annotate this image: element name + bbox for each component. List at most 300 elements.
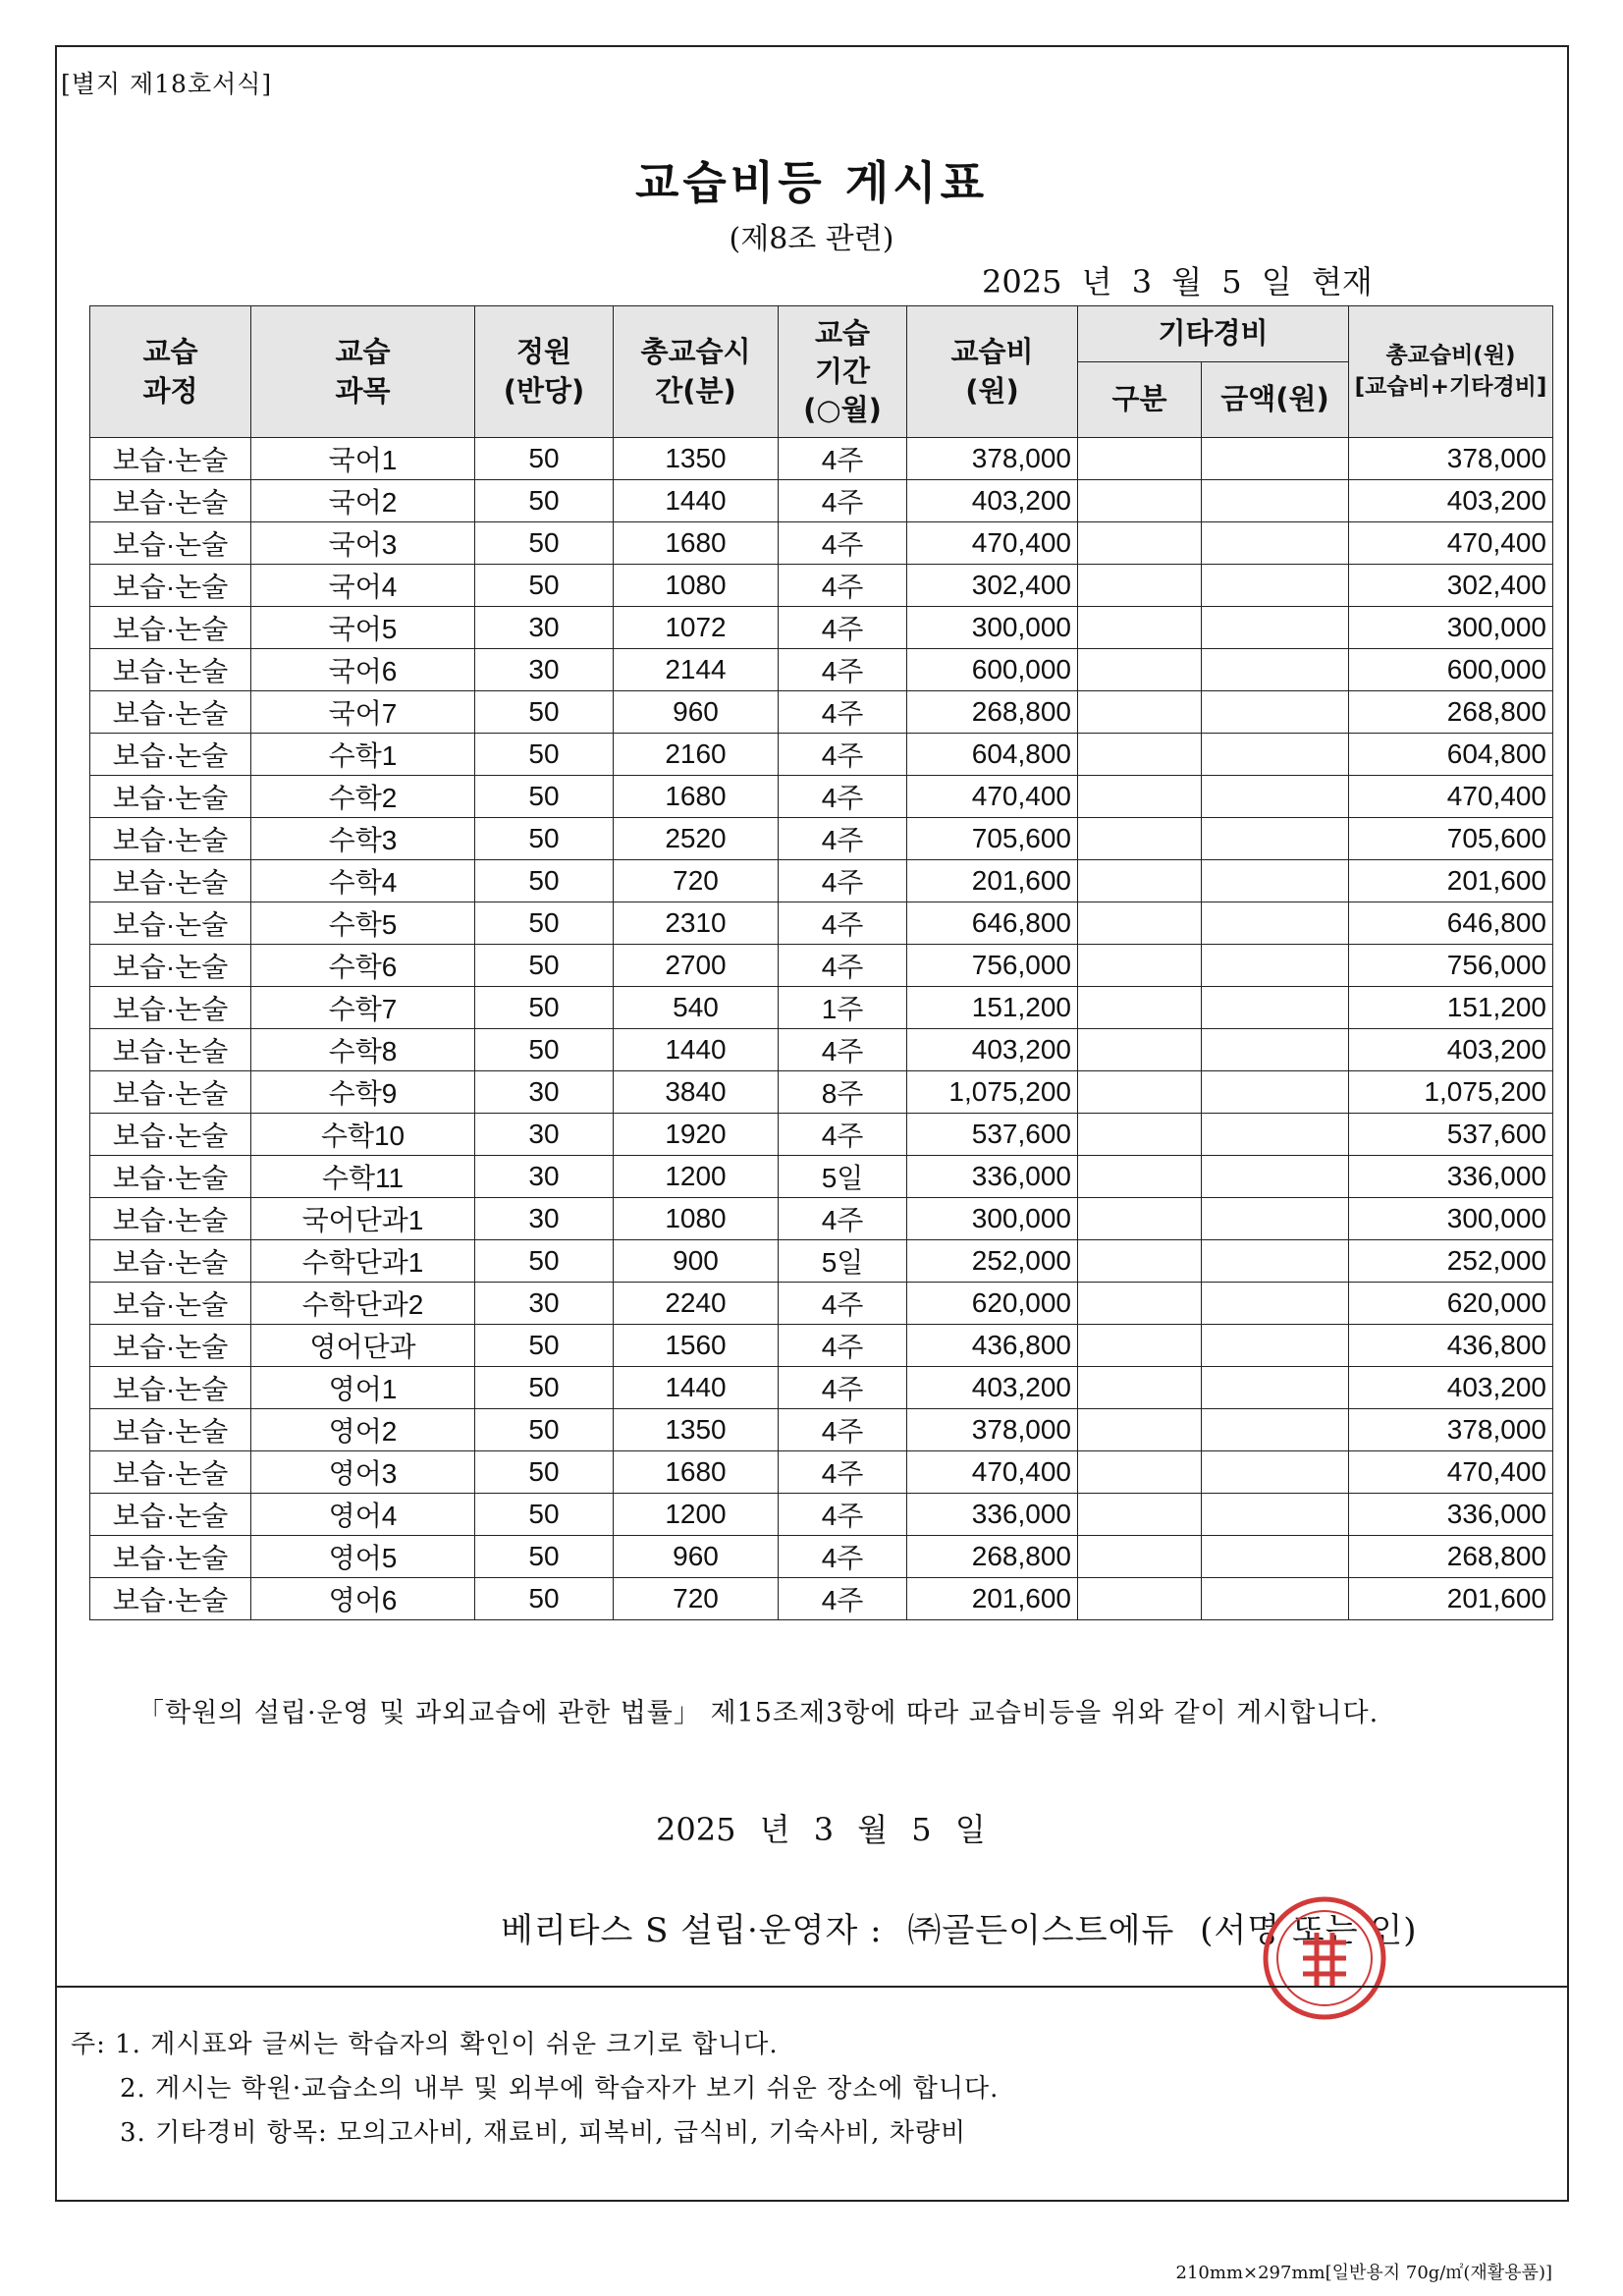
table-row <box>90 649 1553 691</box>
cell-period: 4주 <box>779 1283 907 1325</box>
cell-capacity: 30 <box>475 1114 614 1156</box>
cell-other-kind <box>1078 480 1202 522</box>
cell-period: 4주 <box>779 1367 907 1409</box>
cell-other-kind <box>1078 522 1202 565</box>
cell-tuition: 470,400 <box>907 1451 1078 1494</box>
cell-period: 4주 <box>779 1114 907 1156</box>
cell-tuition: 600,000 <box>907 649 1078 691</box>
cell-total-minutes: 2520 <box>614 818 779 860</box>
cell-period: 4주 <box>779 691 907 734</box>
signature-placeholder: (서명 또는 인) <box>1200 1911 1418 1950</box>
cell-subject: 국어2 <box>251 480 475 522</box>
cell-capacity: 50 <box>475 1409 614 1451</box>
cell-tuition: 302,400 <box>907 565 1078 607</box>
cell-other-kind <box>1078 1114 1202 1156</box>
cell-other-amount <box>1202 1198 1349 1240</box>
cell-course: 보습·논술 <box>90 1114 251 1156</box>
cell-other-kind <box>1078 1325 1202 1367</box>
cell-period: 4주 <box>779 649 907 691</box>
cell-other-kind <box>1078 945 1202 987</box>
cell-tuition: 756,000 <box>907 945 1078 987</box>
cell-tuition: 470,400 <box>907 776 1078 818</box>
table-row <box>90 1114 1553 1156</box>
cell-period: 4주 <box>779 860 907 902</box>
cell-subject: 영어3 <box>251 1451 475 1494</box>
cell-total-fee: 336,000 <box>1349 1156 1553 1198</box>
note-2: 2. 게시는 학원·교습소의 내부 및 외부에 학습자가 보기 쉬운 장소에 합니다. <box>120 2074 1000 2104</box>
as-of-date: 2025 년 3 월 5 일 현재 <box>982 263 1373 301</box>
cell-period: 4주 <box>779 1325 907 1367</box>
table-row <box>90 565 1553 607</box>
cell-period: 4주 <box>779 522 907 565</box>
cell-total-fee: 201,600 <box>1349 860 1553 902</box>
cell-other-amount <box>1202 522 1349 565</box>
cell-other-amount <box>1202 1114 1349 1156</box>
cell-course: 보습·논술 <box>90 1409 251 1451</box>
table-row <box>90 1283 1553 1325</box>
cell-total-fee: 252,000 <box>1349 1240 1553 1283</box>
cell-period: 4주 <box>779 1578 907 1620</box>
cell-other-amount <box>1202 1156 1349 1198</box>
cell-total-minutes: 2240 <box>614 1283 779 1325</box>
cell-capacity: 30 <box>475 1283 614 1325</box>
cell-subject: 영어4 <box>251 1494 475 1536</box>
cell-total-minutes: 720 <box>614 860 779 902</box>
seal-icon <box>1260 1893 1389 2023</box>
cell-tuition: 403,200 <box>907 1367 1078 1409</box>
cell-other-amount <box>1202 1451 1349 1494</box>
cell-other-amount <box>1202 734 1349 776</box>
cell-tuition: 268,800 <box>907 691 1078 734</box>
cell-period: 4주 <box>779 818 907 860</box>
cell-course: 보습·논술 <box>90 522 251 565</box>
cell-total-fee: 537,600 <box>1349 1114 1553 1156</box>
cell-subject: 수학3 <box>251 818 475 860</box>
cell-other-kind <box>1078 1494 1202 1536</box>
cell-other-kind <box>1078 565 1202 607</box>
cell-tuition: 201,600 <box>907 1578 1078 1620</box>
cell-subject: 국어4 <box>251 565 475 607</box>
table-row <box>90 691 1553 734</box>
cell-tuition: 403,200 <box>907 480 1078 522</box>
cell-total-fee: 300,000 <box>1349 1198 1553 1240</box>
cell-tuition: 336,000 <box>907 1156 1078 1198</box>
cell-total-fee: 268,800 <box>1349 1536 1553 1578</box>
cell-course: 보습·논술 <box>90 1198 251 1240</box>
cell-tuition: 470,400 <box>907 522 1078 565</box>
cell-other-kind <box>1078 607 1202 649</box>
cell-tuition: 201,600 <box>907 860 1078 902</box>
table-row <box>90 818 1553 860</box>
table-row <box>90 1198 1553 1240</box>
cell-course: 보습·논술 <box>90 1494 251 1536</box>
cell-other-amount <box>1202 902 1349 945</box>
cell-other-amount <box>1202 1409 1349 1451</box>
cell-subject: 수학5 <box>251 902 475 945</box>
cell-subject: 국어1 <box>251 438 475 480</box>
cell-other-kind <box>1078 1451 1202 1494</box>
cell-total-minutes: 1440 <box>614 1029 779 1071</box>
cell-total-fee: 378,000 <box>1349 438 1553 480</box>
cell-capacity: 50 <box>475 860 614 902</box>
cell-total-fee: 756,000 <box>1349 945 1553 987</box>
cell-course: 보습·논술 <box>90 818 251 860</box>
cell-other-amount <box>1202 987 1349 1029</box>
cell-course: 보습·논술 <box>90 1536 251 1578</box>
cell-course: 보습·논술 <box>90 860 251 902</box>
cell-total-minutes: 1440 <box>614 1367 779 1409</box>
header-subject: 교습 과목 <box>251 306 475 438</box>
header-total-fee: 총교습비(원) [교습비+기타경비] <box>1349 306 1553 438</box>
cell-tuition: 620,000 <box>907 1283 1078 1325</box>
cell-tuition: 336,000 <box>907 1494 1078 1536</box>
document-subtitle: (제8조 관련) <box>729 222 894 256</box>
cell-course: 보습·논술 <box>90 945 251 987</box>
cell-capacity: 50 <box>475 1367 614 1409</box>
cell-total-minutes: 540 <box>614 987 779 1029</box>
note-3: 3. 기타경비 항목: 모의고사비, 재료비, 피복비, 급식비, 기숙사비, 차량비 <box>120 2118 967 2148</box>
table-row <box>90 1578 1553 1620</box>
cell-total-minutes: 960 <box>614 1536 779 1578</box>
cell-subject: 영어2 <box>251 1409 475 1451</box>
cell-course: 보습·논술 <box>90 480 251 522</box>
cell-total-fee: 151,200 <box>1349 987 1553 1029</box>
cell-period: 4주 <box>779 607 907 649</box>
cell-tuition: 604,800 <box>907 734 1078 776</box>
cell-course: 보습·논술 <box>90 1029 251 1071</box>
table-row <box>90 1536 1553 1578</box>
table-row <box>90 1494 1553 1536</box>
table-row <box>90 1071 1553 1114</box>
header-course: 교습 과정 <box>90 306 251 438</box>
cell-subject: 국어5 <box>251 607 475 649</box>
cell-subject: 수학단과2 <box>251 1283 475 1325</box>
cell-total-minutes: 1080 <box>614 1198 779 1240</box>
cell-total-fee: 620,000 <box>1349 1283 1553 1325</box>
cell-capacity: 50 <box>475 818 614 860</box>
cell-capacity: 50 <box>475 438 614 480</box>
cell-subject: 국어6 <box>251 649 475 691</box>
cell-total-minutes: 1072 <box>614 607 779 649</box>
cell-other-kind <box>1078 860 1202 902</box>
cell-capacity: 50 <box>475 1578 614 1620</box>
cell-period: 4주 <box>779 1029 907 1071</box>
cell-total-minutes: 1080 <box>614 565 779 607</box>
cell-other-amount <box>1202 649 1349 691</box>
cell-period: 5일 <box>779 1240 907 1283</box>
cell-subject: 수학11 <box>251 1156 475 1198</box>
table-row <box>90 734 1553 776</box>
cell-capacity: 50 <box>475 1325 614 1367</box>
cell-period: 4주 <box>779 1198 907 1240</box>
cell-course: 보습·논술 <box>90 691 251 734</box>
cell-other-kind <box>1078 1409 1202 1451</box>
posting-date: 2025 년 3 월 5 일 <box>656 1811 986 1848</box>
cell-capacity: 30 <box>475 1071 614 1114</box>
table-row <box>90 607 1553 649</box>
cell-total-fee: 378,000 <box>1349 1409 1553 1451</box>
header-period: 교습 기간 (○월) <box>779 306 907 438</box>
cell-tuition: 646,800 <box>907 902 1078 945</box>
cell-total-minutes: 1680 <box>614 776 779 818</box>
cell-other-kind <box>1078 1198 1202 1240</box>
cell-period: 8주 <box>779 1071 907 1114</box>
note-1: 주: 1. 게시표와 글씨는 학습자의 확인이 쉬운 크기로 합니다. <box>71 2030 779 2059</box>
cell-total-fee: 470,400 <box>1349 776 1553 818</box>
cell-total-minutes: 2160 <box>614 734 779 776</box>
cell-other-kind <box>1078 1578 1202 1620</box>
cell-other-amount <box>1202 945 1349 987</box>
cell-subject: 영어1 <box>251 1367 475 1409</box>
cell-other-kind <box>1078 987 1202 1029</box>
form-label: [별지 제18호서식] <box>61 70 273 98</box>
table-row <box>90 776 1553 818</box>
cell-subject: 수학4 <box>251 860 475 902</box>
cell-total-fee: 600,000 <box>1349 649 1553 691</box>
cell-period: 1주 <box>779 987 907 1029</box>
cell-period: 4주 <box>779 1494 907 1536</box>
cell-other-amount <box>1202 1240 1349 1283</box>
cell-total-minutes: 1560 <box>614 1325 779 1367</box>
cell-period: 4주 <box>779 480 907 522</box>
cell-tuition: 537,600 <box>907 1114 1078 1156</box>
cell-other-kind <box>1078 776 1202 818</box>
cell-tuition: 436,800 <box>907 1325 1078 1367</box>
cell-other-amount <box>1202 565 1349 607</box>
cell-total-minutes: 900 <box>614 1240 779 1283</box>
cell-total-fee: 300,000 <box>1349 607 1553 649</box>
cell-tuition: 705,600 <box>907 818 1078 860</box>
cell-course: 보습·논술 <box>90 438 251 480</box>
cell-other-amount <box>1202 1071 1349 1114</box>
table-row <box>90 987 1553 1029</box>
cell-other-kind <box>1078 438 1202 480</box>
cell-total-minutes: 1350 <box>614 438 779 480</box>
cell-subject: 국어단과1 <box>251 1198 475 1240</box>
header-other-kind: 구분 <box>1078 362 1202 438</box>
cell-subject: 수학1 <box>251 734 475 776</box>
cell-course: 보습·논술 <box>90 1367 251 1409</box>
signer-label: 베리타스 S 설립·운영자 : <box>501 1911 883 1950</box>
cell-subject: 수학2 <box>251 776 475 818</box>
cell-period: 4주 <box>779 1409 907 1451</box>
cell-period: 4주 <box>779 945 907 987</box>
cell-total-fee: 403,200 <box>1349 480 1553 522</box>
table-row <box>90 480 1553 522</box>
cell-other-kind <box>1078 1283 1202 1325</box>
document-title: 교습비등 게시표 <box>634 156 989 209</box>
cell-other-amount <box>1202 1536 1349 1578</box>
cell-tuition: 378,000 <box>907 438 1078 480</box>
cell-total-fee: 268,800 <box>1349 691 1553 734</box>
cell-capacity: 50 <box>475 522 614 565</box>
cell-period: 4주 <box>779 734 907 776</box>
table-row <box>90 1240 1553 1283</box>
cell-other-kind <box>1078 818 1202 860</box>
cell-total-fee: 1,075,200 <box>1349 1071 1553 1114</box>
table-row <box>90 438 1553 480</box>
cell-total-fee: 470,400 <box>1349 1451 1553 1494</box>
cell-course: 보습·논술 <box>90 1156 251 1198</box>
table-row <box>90 902 1553 945</box>
fee-table <box>89 305 1553 1620</box>
cell-other-kind <box>1078 1071 1202 1114</box>
cell-capacity: 50 <box>475 1029 614 1071</box>
cell-tuition: 300,000 <box>907 607 1078 649</box>
cell-course: 보습·논술 <box>90 1071 251 1114</box>
cell-capacity: 50 <box>475 945 614 987</box>
cell-subject: 수학7 <box>251 987 475 1029</box>
cell-other-amount <box>1202 1325 1349 1367</box>
cell-period: 5일 <box>779 1156 907 1198</box>
cell-subject: 영어6 <box>251 1578 475 1620</box>
cell-period: 4주 <box>779 438 907 480</box>
cell-subject: 수학단과1 <box>251 1240 475 1283</box>
cell-other-amount <box>1202 1283 1349 1325</box>
cell-capacity: 50 <box>475 691 614 734</box>
cell-total-minutes: 2700 <box>614 945 779 987</box>
cell-course: 보습·논술 <box>90 1283 251 1325</box>
cell-subject: 영어단과 <box>251 1325 475 1367</box>
cell-course: 보습·논술 <box>90 607 251 649</box>
cell-total-minutes: 1350 <box>614 1409 779 1451</box>
cell-total-fee: 403,200 <box>1349 1029 1553 1071</box>
cell-other-kind <box>1078 1367 1202 1409</box>
cell-subject: 수학9 <box>251 1071 475 1114</box>
cell-course: 보습·논술 <box>90 1325 251 1367</box>
cell-other-kind <box>1078 1029 1202 1071</box>
cell-subject: 수학10 <box>251 1114 475 1156</box>
table-row <box>90 860 1553 902</box>
header-other-amount: 금액(원) <box>1202 362 1349 438</box>
cell-total-minutes: 1200 <box>614 1156 779 1198</box>
notes <box>71 2023 999 2156</box>
cell-capacity: 50 <box>475 1451 614 1494</box>
header-capacity: 정원 (반당) <box>475 306 614 438</box>
table-row <box>90 1451 1553 1494</box>
cell-course: 보습·논술 <box>90 902 251 945</box>
legal-statement: 「학원의 설립·운영 및 과외교습에 관한 법률」 제15조제3항에 따라 교습비등을 위와 같이 게시합니다. <box>137 1698 1380 1728</box>
cell-period: 4주 <box>779 902 907 945</box>
cell-tuition: 403,200 <box>907 1029 1078 1071</box>
cell-other-amount <box>1202 607 1349 649</box>
cell-other-amount <box>1202 438 1349 480</box>
cell-capacity: 30 <box>475 1156 614 1198</box>
table-row <box>90 1029 1553 1071</box>
header-total-minutes: 총교습시 간(분) <box>614 306 779 438</box>
cell-other-kind <box>1078 649 1202 691</box>
cell-tuition: 252,000 <box>907 1240 1078 1283</box>
cell-capacity: 50 <box>475 1494 614 1536</box>
cell-course: 보습·논술 <box>90 987 251 1029</box>
cell-tuition: 300,000 <box>907 1198 1078 1240</box>
cell-capacity: 50 <box>475 987 614 1029</box>
cell-capacity: 50 <box>475 776 614 818</box>
cell-course: 보습·논술 <box>90 1578 251 1620</box>
cell-subject: 수학8 <box>251 1029 475 1071</box>
cell-period: 4주 <box>779 1451 907 1494</box>
cell-other-amount <box>1202 480 1349 522</box>
cell-capacity: 50 <box>475 565 614 607</box>
table-row <box>90 1156 1553 1198</box>
cell-total-fee: 604,800 <box>1349 734 1553 776</box>
table-row <box>90 522 1553 565</box>
cell-course: 보습·논술 <box>90 1240 251 1283</box>
cell-capacity: 50 <box>475 902 614 945</box>
cell-other-amount <box>1202 818 1349 860</box>
cell-total-minutes: 720 <box>614 1578 779 1620</box>
cell-subject: 수학6 <box>251 945 475 987</box>
cell-course: 보습·논술 <box>90 734 251 776</box>
cell-total-minutes: 1200 <box>614 1494 779 1536</box>
cell-total-minutes: 3840 <box>614 1071 779 1114</box>
cell-other-kind <box>1078 734 1202 776</box>
cell-tuition: 151,200 <box>907 987 1078 1029</box>
table-row <box>90 945 1553 987</box>
cell-capacity: 50 <box>475 1536 614 1578</box>
cell-other-kind <box>1078 1536 1202 1578</box>
signer-name: ㈜골든이스트에듀 <box>907 1911 1175 1950</box>
cell-course: 보습·논술 <box>90 1451 251 1494</box>
cell-course: 보습·논술 <box>90 565 251 607</box>
table-row <box>90 1325 1553 1367</box>
cell-total-minutes: 1680 <box>614 1451 779 1494</box>
cell-total-minutes: 1920 <box>614 1114 779 1156</box>
cell-other-kind <box>1078 1156 1202 1198</box>
cell-capacity: 30 <box>475 607 614 649</box>
cell-course: 보습·논술 <box>90 649 251 691</box>
cell-capacity: 30 <box>475 649 614 691</box>
cell-tuition: 1,075,200 <box>907 1071 1078 1114</box>
header-other-expenses: 기타경비 <box>1078 306 1349 362</box>
cell-period: 4주 <box>779 776 907 818</box>
cell-other-amount <box>1202 776 1349 818</box>
cell-other-kind <box>1078 902 1202 945</box>
cell-subject: 영어5 <box>251 1536 475 1578</box>
cell-total-minutes: 960 <box>614 691 779 734</box>
cell-tuition: 378,000 <box>907 1409 1078 1451</box>
cell-total-fee: 201,600 <box>1349 1578 1553 1620</box>
cell-capacity: 50 <box>475 480 614 522</box>
cell-other-kind <box>1078 1240 1202 1283</box>
table-row <box>90 1367 1553 1409</box>
notes-divider <box>55 1986 1569 1988</box>
cell-subject: 국어7 <box>251 691 475 734</box>
cell-tuition: 268,800 <box>907 1536 1078 1578</box>
cell-period: 4주 <box>779 565 907 607</box>
cell-total-fee: 646,800 <box>1349 902 1553 945</box>
cell-other-amount <box>1202 1578 1349 1620</box>
cell-total-fee: 705,600 <box>1349 818 1553 860</box>
cell-other-amount <box>1202 1029 1349 1071</box>
cell-total-fee: 403,200 <box>1349 1367 1553 1409</box>
cell-total-fee: 336,000 <box>1349 1494 1553 1536</box>
cell-total-fee: 302,400 <box>1349 565 1553 607</box>
cell-capacity: 50 <box>475 1240 614 1283</box>
cell-total-minutes: 1440 <box>614 480 779 522</box>
table-row <box>90 1409 1553 1451</box>
cell-total-minutes: 2144 <box>614 649 779 691</box>
cell-capacity: 30 <box>475 1198 614 1240</box>
cell-course: 보습·논술 <box>90 776 251 818</box>
cell-period: 4주 <box>779 1536 907 1578</box>
cell-other-amount <box>1202 1494 1349 1536</box>
cell-total-fee: 470,400 <box>1349 522 1553 565</box>
cell-total-fee: 436,800 <box>1349 1325 1553 1367</box>
cell-other-amount <box>1202 860 1349 902</box>
header-tuition: 교습비 (원) <box>907 306 1078 438</box>
cell-subject: 국어3 <box>251 522 475 565</box>
